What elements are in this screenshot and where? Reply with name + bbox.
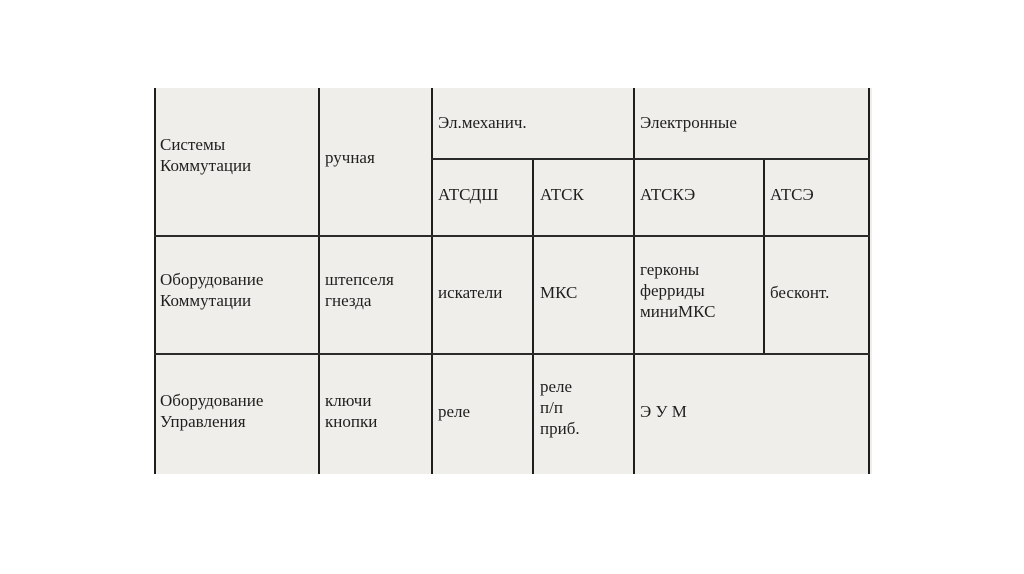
table-border-col1 xyxy=(318,88,320,474)
table-border-row1 xyxy=(431,158,870,160)
cell-control-equipment-label: Оборудование Управления xyxy=(160,391,264,431)
table-border-right xyxy=(868,88,870,474)
cell-electronic-header: Электронные xyxy=(640,113,737,132)
cell-atse-header: АТСЭ xyxy=(770,185,814,204)
cell-switching-atsdsh: искатели xyxy=(438,283,503,302)
table-border-left xyxy=(154,88,156,474)
cell-atsdsh-header: АТСДШ xyxy=(438,185,499,204)
table-border-col3 xyxy=(532,158,534,474)
cell-atsk-header: АТСК xyxy=(540,185,584,204)
cell-switching-atsk: МКС xyxy=(540,283,578,302)
cell-control-manual: ключи кнопки xyxy=(325,391,378,431)
table-border-col2 xyxy=(431,88,433,474)
cell-atske-header: АТСКЭ xyxy=(640,185,696,204)
cell-switching-manual: штепселя гнезда xyxy=(325,270,394,310)
switching-systems-table xyxy=(154,88,872,474)
cell-switching-equipment-label: Оборудование Коммутации xyxy=(160,270,264,310)
table-border-row3 xyxy=(154,353,870,355)
cell-control-atsk: реле п/п приб. xyxy=(540,377,580,438)
cell-systems-label: Системы Коммутации xyxy=(160,135,252,175)
cell-control-atsdsh: реле xyxy=(438,402,471,421)
cell-control-electronic: Э У М xyxy=(640,402,687,421)
table-border-col4 xyxy=(633,88,635,474)
cell-manual-header: ручная xyxy=(325,148,375,167)
cell-electromech-header: Эл.механич. xyxy=(438,113,527,132)
table-border-col5 xyxy=(763,158,765,354)
cell-switching-atske: герконы ферриды миниМКС xyxy=(640,260,716,321)
table-border-row2 xyxy=(154,235,870,237)
cell-switching-atse: бесконт. xyxy=(770,283,830,302)
